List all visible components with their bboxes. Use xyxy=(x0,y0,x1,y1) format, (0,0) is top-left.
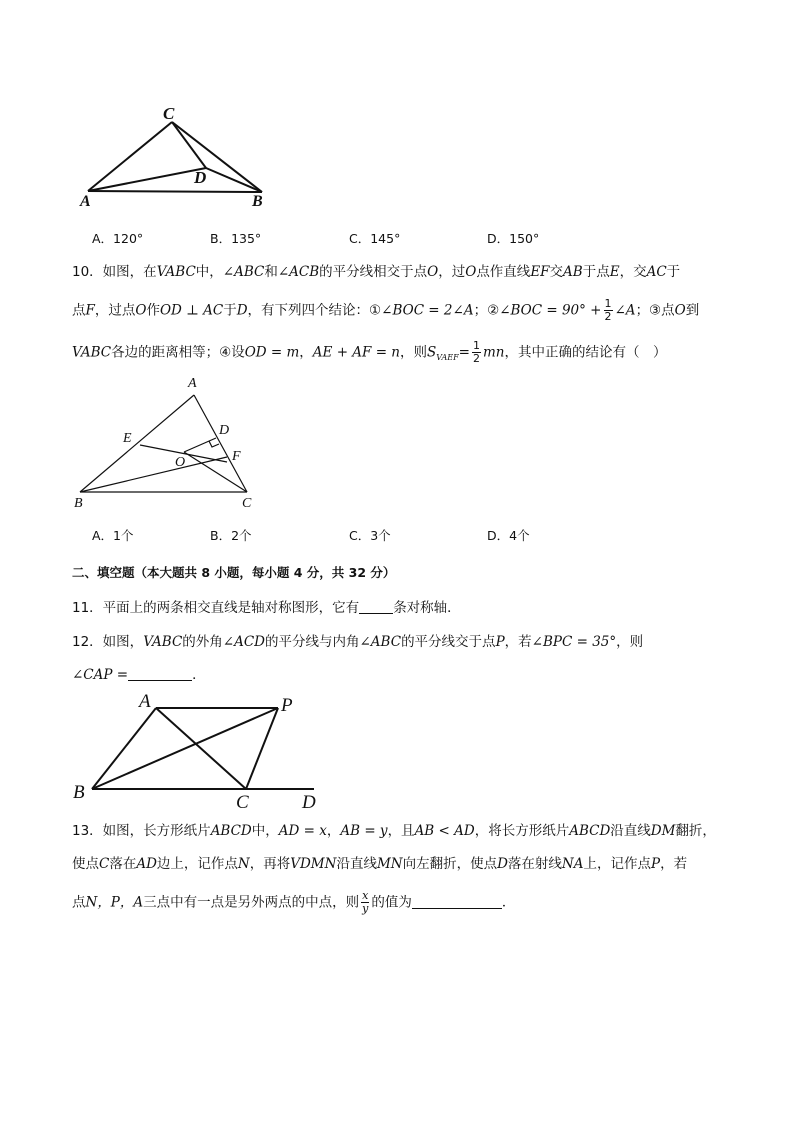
section-heading: 二、填空题（本大题共 8 小题，每小题 4 分，共 32 分） xyxy=(72,565,396,580)
q13-text: 中， xyxy=(251,823,279,839)
q10-text: 作 xyxy=(146,302,160,319)
q12-math: ∠BPC = 35° xyxy=(531,634,617,650)
q12-text: 的平分线交于点 xyxy=(401,634,496,650)
option-c[interactable]: C．3个 xyxy=(349,528,391,543)
q13-text: 向左翻折，使点 xyxy=(402,856,498,872)
q13-math: AD xyxy=(136,856,157,872)
q13-math: ABCD xyxy=(210,823,252,839)
option-a[interactable]: A．1个 xyxy=(92,528,134,543)
fraction-denominator: 2 xyxy=(472,352,480,365)
q10-text: ， xyxy=(299,344,313,361)
q10-math: ∠A xyxy=(614,302,636,319)
label-P: P xyxy=(281,695,293,716)
q12-math: ∠ACD xyxy=(222,634,265,650)
q13-text: 的值为 xyxy=(371,894,412,911)
q10-math: AB xyxy=(563,264,583,280)
q10-math: OD = m xyxy=(244,344,300,361)
q13-text: 落在射线 xyxy=(507,856,562,872)
q10-text: ，过 xyxy=(438,264,466,280)
q13-text: 13．如图，长方形纸片 xyxy=(72,823,211,839)
label-D: D xyxy=(219,423,230,438)
q13-text: ． xyxy=(501,894,516,911)
label-B: B xyxy=(74,496,83,511)
label-D: D xyxy=(302,792,316,813)
q13-text: 沿直线 xyxy=(610,823,651,839)
q10-math: F xyxy=(85,302,95,319)
option-b[interactable]: B．135° xyxy=(210,231,262,246)
q13-math: MN xyxy=(376,856,403,872)
q10-math: S xyxy=(427,344,437,361)
q10-math: mn xyxy=(482,344,505,361)
q13-math: D xyxy=(497,856,508,872)
q13-text: ，将长方形纸片 xyxy=(474,823,570,839)
fraction-numerator: x xyxy=(362,889,369,902)
q12-text: ，则 xyxy=(616,634,644,650)
q10-text: 中， xyxy=(195,264,223,280)
q13-math: NA xyxy=(561,856,584,872)
q13-text: 点 xyxy=(72,894,86,911)
q10-math: O xyxy=(674,302,686,319)
q10-text: ，交 xyxy=(619,264,647,280)
q13-math: AB < AD xyxy=(414,823,475,839)
fraction-x-over-y xyxy=(361,890,369,915)
q12-math: ∠CAP = xyxy=(72,667,129,683)
q13-line-2 xyxy=(72,854,687,874)
q10-math: ∠ACB xyxy=(277,264,320,280)
q13-text: 边上，记作点 xyxy=(156,856,238,872)
q10-math: ∠BOC = 90° + xyxy=(499,302,602,319)
q10-math: EF xyxy=(530,264,550,280)
q10-math: E xyxy=(609,264,620,280)
option-a[interactable]: A．120° xyxy=(92,231,144,246)
label-B: B xyxy=(252,193,263,210)
q10-math: O xyxy=(427,264,439,280)
q13-math: C xyxy=(99,856,110,872)
q13-math: N xyxy=(237,856,250,872)
q10-math: O xyxy=(465,264,477,280)
fraction-numerator: 1 xyxy=(604,297,612,310)
option-d[interactable]: D．4个 xyxy=(487,528,530,543)
q10-text: 10．如图，在 xyxy=(72,264,157,280)
q13-text: ， xyxy=(326,823,341,839)
q13-text: 落在 xyxy=(109,856,137,872)
q13-math: AB = y xyxy=(340,823,388,839)
q13-math: AD = x xyxy=(278,823,327,839)
fraction-numerator: 1 xyxy=(472,339,480,352)
q10-text: 各边的距离相等；④设 xyxy=(111,344,245,361)
label-O: O xyxy=(175,455,186,470)
q10-math: OD ⊥ AC xyxy=(159,302,224,319)
q10-math: AC xyxy=(646,264,667,280)
q13-math: ABCD xyxy=(569,823,611,839)
q13-text: 三点中有一点是另外两点的中点，则 xyxy=(143,894,360,911)
q13-math: N，P，A xyxy=(85,894,144,911)
q13-math: DM xyxy=(650,823,676,839)
q13-text: 翻折， xyxy=(675,823,716,839)
fraction-denominator: y xyxy=(362,902,369,915)
option-d[interactable]: D．150° xyxy=(487,231,540,246)
q10-text: 于 xyxy=(223,302,237,319)
q13-math: P xyxy=(650,856,661,872)
q10-math: ∠BOC = 2∠A xyxy=(381,302,474,319)
q10-math: ∠ABC xyxy=(222,264,265,280)
label-C: C xyxy=(236,792,249,813)
label-E: E xyxy=(123,431,132,446)
q10-text: 于点 xyxy=(582,264,610,280)
q10-text: ，则 xyxy=(400,344,427,361)
q10-math: O xyxy=(135,302,147,319)
q10-text: 交 xyxy=(549,264,564,280)
q12-text: 12．如图， xyxy=(72,634,144,650)
q13-text: ，且 xyxy=(387,823,415,839)
q12-math: VABC xyxy=(143,634,183,650)
label-D: D xyxy=(194,168,207,187)
q10-math: AE + AF = n xyxy=(312,344,400,361)
q12-text: 的平分线与内角 xyxy=(265,634,360,650)
q10-text: 点作直线 xyxy=(476,264,531,280)
q12-text: ． xyxy=(192,667,206,683)
label-F: F xyxy=(232,449,241,464)
q10-text: ，有下列四个结论：① xyxy=(247,302,382,319)
q13-text: 上，记作点 xyxy=(583,856,651,872)
q10-text: 到 xyxy=(685,302,700,319)
q10-math-subscript: VAEF xyxy=(436,353,459,363)
label-C: C xyxy=(242,496,252,511)
q13-text: 使点 xyxy=(72,856,99,872)
option-c[interactable]: C．145° xyxy=(349,231,401,246)
q13-text: 沿直线 xyxy=(336,856,377,872)
q10-math: VABC xyxy=(156,264,196,280)
q12-math: P xyxy=(495,634,505,650)
q10-text: ，其中正确的结论有（ ） xyxy=(504,344,667,361)
label-C: C xyxy=(163,104,175,123)
q10-text: 点 xyxy=(72,302,86,319)
q12-text: 的外角 xyxy=(182,634,223,650)
q10-text: 的平分线相交于点 xyxy=(319,264,428,280)
label-B: B xyxy=(73,782,85,803)
q11-text: 11．平面上的两条相交直线是轴对称图形，它有 xyxy=(72,600,360,616)
label-A: A xyxy=(80,193,91,210)
q11-text: 条对称轴． xyxy=(393,600,461,616)
q10-text: 于 xyxy=(666,264,681,280)
fraction-denominator: 2 xyxy=(604,310,612,323)
q10-math: D xyxy=(236,302,248,319)
q10-text: ，过点 xyxy=(94,302,136,319)
q10-text: 和 xyxy=(264,264,278,280)
label-A: A xyxy=(139,691,151,712)
q13-math: VDMN xyxy=(290,856,337,872)
q10-text: ；② xyxy=(473,302,500,319)
q13-line-3 xyxy=(72,890,515,915)
answer-blank[interactable] xyxy=(412,894,502,909)
q10-text: ；③点 xyxy=(635,302,675,319)
q10-math: = xyxy=(458,344,470,361)
label-A: A xyxy=(188,376,197,391)
option-b[interactable]: B．2个 xyxy=(210,528,252,543)
q12-math: ∠ABC xyxy=(359,634,402,650)
q10-math: VABC xyxy=(72,344,112,361)
q13-text: ，若 xyxy=(660,856,688,872)
q12-text: ，若 xyxy=(504,634,532,650)
q13-line-1 xyxy=(72,821,716,841)
q13-text: ，再将 xyxy=(249,856,291,872)
